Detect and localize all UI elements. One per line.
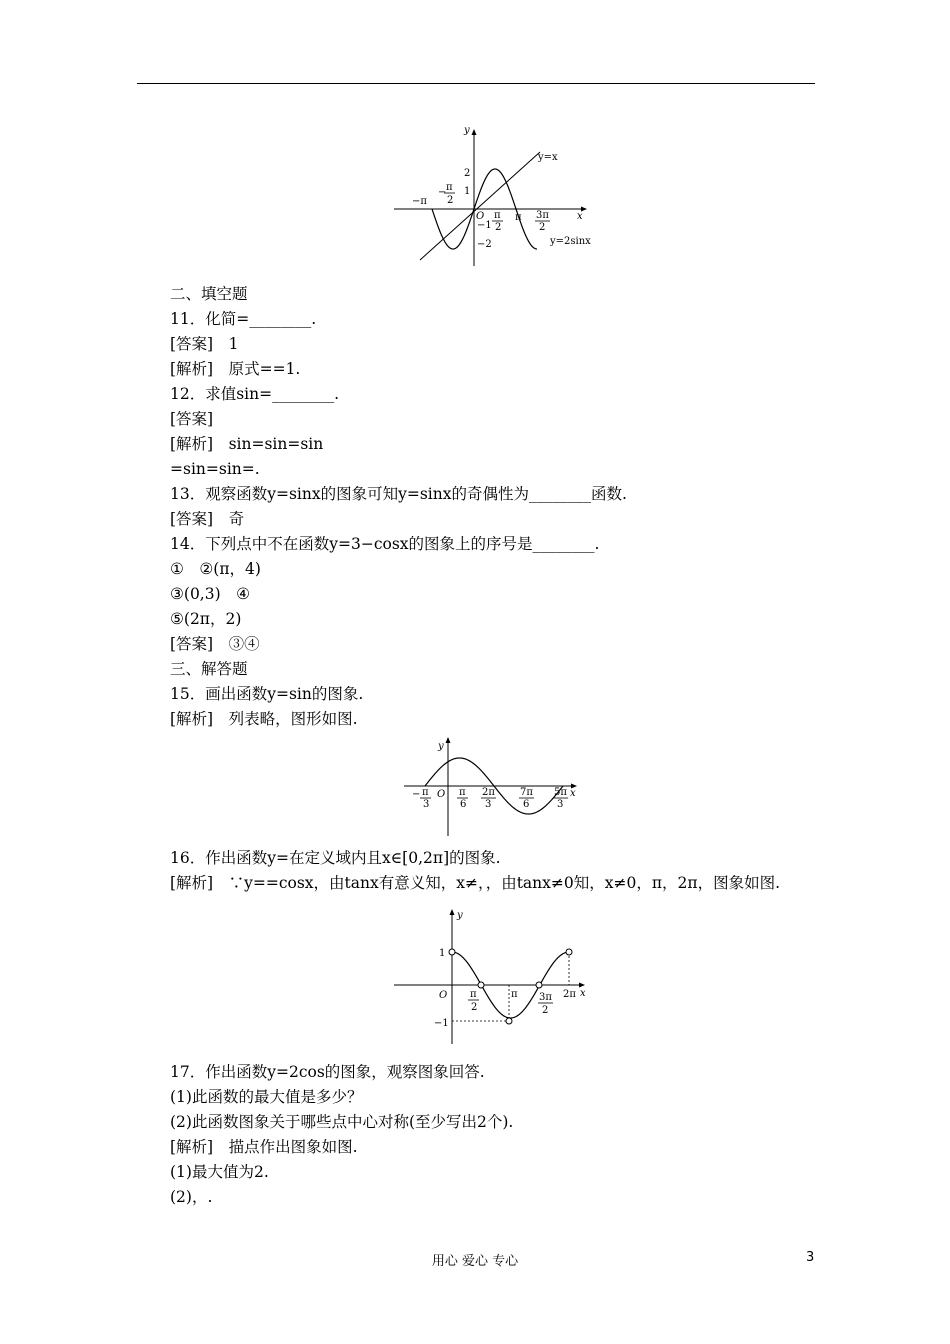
tick-three-half-pi-den: 2 [542, 1005, 549, 1016]
origin-label: O [437, 789, 446, 800]
q12: 12．求值sin=________. [170, 385, 340, 403]
tick-two-third-num: 2π [482, 787, 495, 798]
curve-label: y=2sinx [550, 236, 591, 247]
q17: 17．作出函数y=2cos的图象，观察图象回答. [170, 1063, 485, 1081]
tick-neg-third-den: 3 [423, 799, 430, 810]
q11-analysis: [解析] 原式==1. [170, 360, 301, 378]
tick-seven-sixth-num: 7π [520, 787, 533, 798]
section-heading-fill: 二、填空题 [170, 285, 248, 303]
header-rule [137, 83, 815, 84]
y-axis-label: y [438, 741, 444, 752]
tick-neg-half-pi-den: 2 [447, 195, 454, 206]
q17-answer1: (1)最大值为2. [170, 1163, 269, 1181]
tick-neg-third-num: π [422, 787, 429, 798]
y-axis-label: y [464, 125, 470, 136]
tick-sixth-den: 6 [460, 799, 467, 810]
tick-y-1: 1 [439, 948, 446, 959]
tick-five-third-den: 3 [557, 799, 564, 810]
y-axis-label: y [457, 910, 463, 921]
q11: 11．化简=________. [170, 310, 317, 328]
tick-half-pi-den: 2 [471, 1002, 478, 1013]
q17-part2: (2)此函数图象关于哪些点中心对称(至少写出2个). [170, 1113, 514, 1131]
line-label: y=x [538, 152, 558, 163]
q14-option-1-2: ① ②(π，4) [170, 560, 261, 578]
tick-y-neg1: −1 [434, 1018, 449, 1029]
origin-label: O [476, 211, 485, 222]
tick-neg-third-sign: − [412, 789, 421, 800]
q15-analysis: [解析] 列表略，图形如图. [170, 710, 358, 728]
tick-half-pi-num: π [494, 210, 501, 221]
x-axis-label: x [570, 788, 576, 799]
figure-sin-line [390, 124, 600, 269]
tick-pi: π [515, 212, 522, 223]
q12-analysis-cont: =sin=sin=. [170, 460, 260, 478]
tick-neg-half-pi-sign: − [438, 187, 447, 198]
tick-seven-sixth-den: 6 [523, 799, 530, 810]
tick-two-pi: 2π [563, 989, 576, 1000]
footer-text: 用心 爱心 专心 [431, 1254, 519, 1269]
tick-three-half-pi-den: 2 [539, 222, 546, 233]
q13: 13．观察函数y=sinx的图象可知y=sinx的奇偶性为________函数. [170, 485, 627, 503]
x-axis-label: x [580, 988, 586, 999]
q11-answer: [答案] 1 [170, 335, 239, 353]
tick-two-third-den: 3 [485, 799, 492, 810]
tick-pi: π [511, 989, 518, 1000]
tick-sixth-num: π [459, 787, 466, 798]
q15: 15．画出函数y=sin的图象. [170, 685, 364, 703]
q14-answer: [答案] ③④ [170, 635, 260, 653]
tick-y-1: 1 [464, 186, 471, 197]
q14: 14．下列点中不在函数y=3−cosx的图象上的序号是________. [170, 535, 600, 553]
section-heading-solve: 三、解答题 [170, 660, 248, 678]
q16-analysis: [解析] ∵y==cosx，由tanx有意义知，x≠，，由tanx≠0知，x≠0，π，2π，图象如图. [170, 874, 781, 892]
figure-sine-shifted [402, 736, 587, 838]
q14-option-5: ⑤(2π，2) [170, 610, 242, 628]
tick-y-2: 2 [464, 168, 471, 179]
q12-analysis: [解析] sin=sin=sin [170, 435, 324, 453]
tick-three-half-pi-num: 3π [536, 210, 549, 221]
tick-half-pi-num: π [470, 989, 477, 1000]
tick-y-neg2: −2 [477, 239, 492, 250]
tick-three-half-pi-num: 3π [539, 992, 552, 1003]
q17-analysis: [解析] 描点作出图象如图. [170, 1138, 358, 1156]
tick-neg-half-pi-num: π [446, 182, 453, 193]
figure-cos-holes [392, 906, 597, 1046]
tick-neg-pi: −π [412, 196, 427, 207]
tick-y-neg1: −1 [477, 220, 492, 231]
q12-answer: [答案] [170, 410, 214, 428]
q14-option-3-4: ③(0,3) ④ [170, 585, 251, 603]
origin-label: O [439, 990, 448, 1001]
q17-part1: (1)此函数的最大值是多少？ [170, 1088, 363, 1106]
tick-five-third-num: 5π [554, 787, 567, 798]
page-number: 3 [806, 1250, 815, 1265]
q16: 16．作出函数y=在定义域内且x∈[0,2π]的图象. [170, 849, 501, 867]
tick-half-pi-den: 2 [495, 222, 502, 233]
q13-answer: [答案] 奇 [170, 510, 245, 528]
q17-answer2: (2)，. [170, 1188, 213, 1206]
x-axis-label: x [577, 211, 583, 222]
